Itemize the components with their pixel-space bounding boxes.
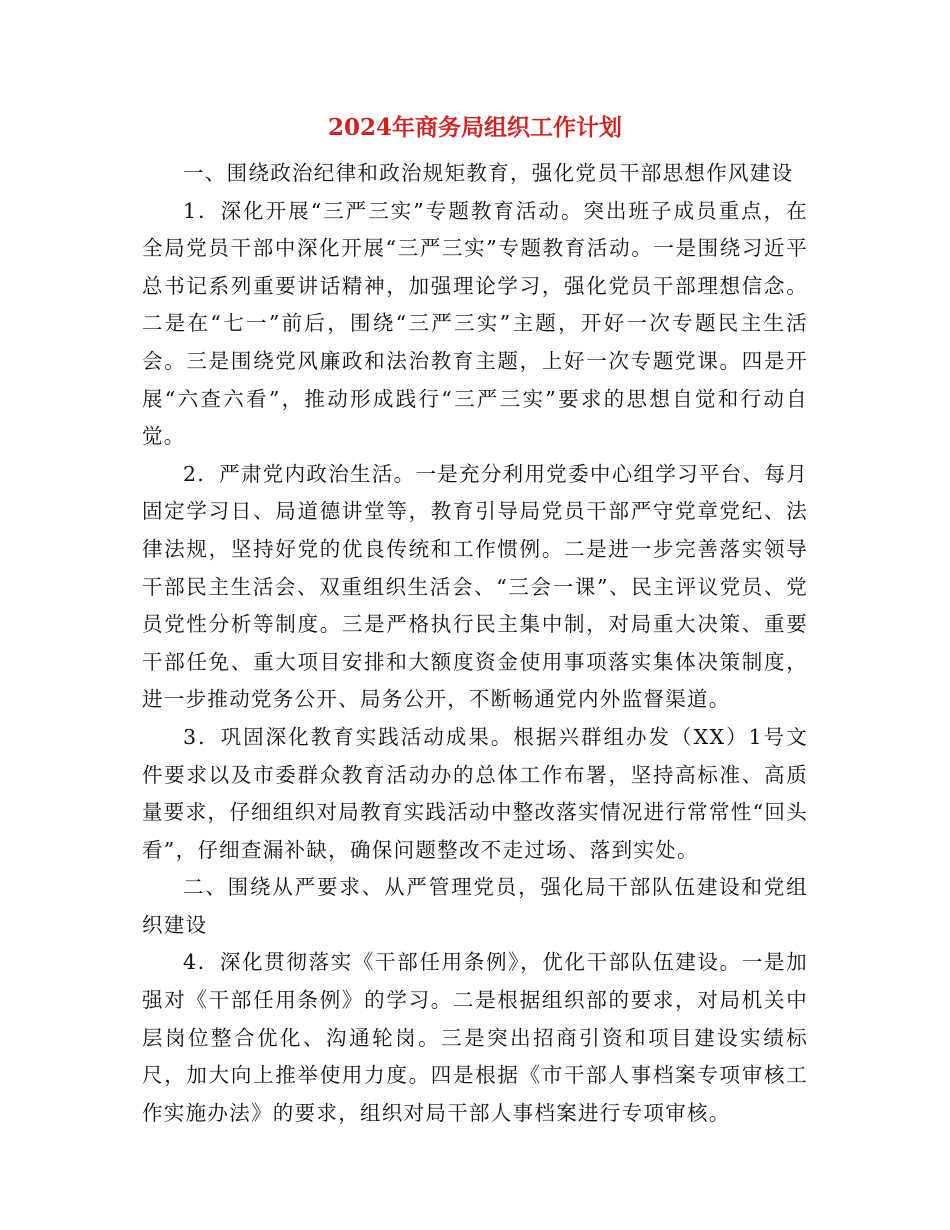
document-body (142, 155, 808, 1132)
paragraph-item-1: 1．深化开展“三严三实”专题教育活动。突出班子成员重点，在全局党员干部中深化开展“三严三实”专题教育活动。一是围绕习近平总书记系列重要讲话精神，加强理论学习，强化党员干部理想信念。二是在“七一”前后，围绕“三严三实”主题，开好一次专题民主生活会。三是围绕党风廉政和法治教育主题，上好一次专题党课。四是开展“六查六看”，推动形成践行“三严三实”要求的思想自觉和行动自觉。 (142, 198, 808, 449)
document-title: 2024年商务局组织工作计划 (327, 114, 622, 141)
section-heading-1: 一、围绕政治纪律和政治规矩教育，强化党员干部思想作风建设 (183, 161, 794, 185)
paragraph-item-3: 3．巩固深化教育实践活动成果。根据兴群组办发（XX）1号文件要求以及市委群众教育活动办的总体工作布署，坚持高标准、高质量要求，仔细组织对局教育实践活动中整改落实情况进行常常性“回头看”，仔细查漏补缺，确保问题整改不走过场、落到实处。 (142, 724, 808, 862)
section-heading-2: 二、围绕从严要求、从严管理党员，强化局干部队伍建设和党组织建设 (142, 875, 808, 937)
paragraph-item-2: 2．严肃党内政治生活。一是充分利用党委中心组学习平台、每月固定学习日、局道德讲堂等，教育引导局党员干部严守党章党纪、法律法规，坚持好党的优良传统和工作惯例。二是进一步完善落实领导干部民主生活会、双重组织生活会、“三会一课”、民主评议党员、党员党性分析等制度。三是严格执行民主集中制，对局重大决策、重要干部任免、重大项目安排和大额度资金使用事项落实集体决策制度，进一步推动党务公开、局务公开，不断畅通党内外监督渠道。 (142, 461, 808, 712)
paragraph-item-4: 4．深化贯彻落实《干部任用条例》，优化干部队伍建设。一是加强对《干部任用条例》的学习。二是根据组织部的要求，对局机关中层岗位整合优化、沟通轮岗。三是突出招商引资和项目建设实绩标尺，加大向上推举使用力度。四是根据《市干部人事档案专项审核工作实施办法》的要求，组织对局干部人事档案进行专项审核。 (142, 950, 808, 1125)
